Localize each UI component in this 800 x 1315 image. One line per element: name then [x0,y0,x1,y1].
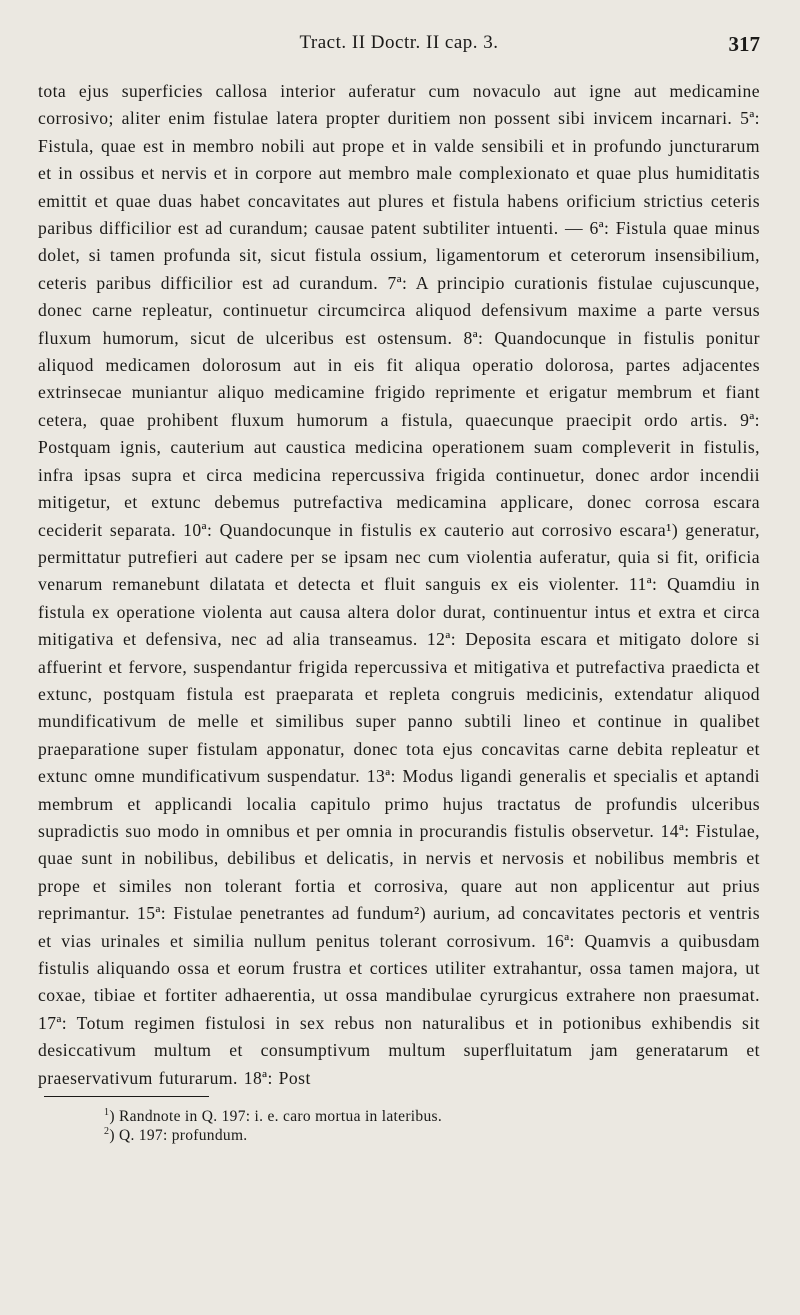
running-title: Tract. II Doctr. II cap. 3. [299,32,499,53]
main-paragraph: tota ejus superficies callosa interior auferatur cum novaculo aut igne aut medicamine corrosivo; aliter enim fistulae latera propter duritiem non possent sibi invicem incarnari. 5ª: Fistula, quae est in membro nobili aut prope et in valde sensibili et in profundo juncturarum et in ossibus et nervis et in corpore aut membro male complexionato et quae plus humiditatis emittit et quae duas habet concavitates aut plures et fistula habens orificium strictius ceteris paribus difficilior est ad curandum; causae patent subtiliter intuenti. — 6ª: Fistula quae minus dolet, si tamen profunda sit, sicut fistula ossium, ligamentorum et ceterorum insensibilium, ceteris paribus difficilior est ad curandum. 7ª: A principio curationis fistulae cujuscunque, donec carne repleatur, continuetur circumcirca aliquod defensivum maxime a parte versus fluxum humorum, sicut de ulceribus est ostensum. 8ª: Quandocunque in fistulis ponitur aliquod medicamen dolorosum aut in eis fit aliqua operatio dolorosa, partes adjacentes extrinsecae muniantur aliquo medicamine frigido reprimente et erigatur membrum et fiant cetera, quae prohibent fluxum humorum a fistula, quaecunque praecipit ordo artis. 9ª: Postquam ignis, cauterium aut caustica medicina operationem suam compleverit in fistulis, infra ipsas supra et circa medicina repercussiva frigida continuetur, donec ardor incendii mitigetur, et extunc debemus putrefactiva medicamina applicare, donec corrosa escara ceciderit separata. 10ª: Quandocunque in fistulis ex cauterio aut corrosivo escara¹) generatur, permittatur putrefieri aut cadere per se ipsam nec cum violentia auferatur, quia si fit, orificia venarum remanebunt dilatata et detecta et fluit sanguis ex eis violenter. 11ª: Quamdiu in fistula ex operatione violenta aut causa altera dolor durat, continuentur intus et extra et circa mitigativa et defensiva, nec ad alia transeamus. 12ª: Deposita escara et mitigato dolore si affuerint et fervore, suspendantur frigida repercussiva et mitigativa et putrefactiva praedicta et extunc, postquam fistula est praeparata et repleta congruis medicinis, extendatur aliquod mundificativum de melle et similibus super panno subtili lineo et continue in qualibet praeparatione super fistulam apponatur, donec tota ejus concavitas carne debita repleatur et extunc omne mundificativum suspendatur. 13ª: Modus ligandi generalis et specialis et aptandi membrum et applicandi localia capitulo primo hujus tractatus de profundis ulceribus supradictis suo modo in omnibus et per omnia in procurandis fistulis observetur. 14ª: Fistulae, quae sunt in nobilibus, debilibus et delicatis, in nervis et nervosis et nobilibus membris et prope et similes non tolerant fortia et corrosiva, quare aut non applicentur aut prius reprimantur. 15ª: Fistulae penetrantes ad fundum²) aurium, ad concavitates pectoris et ventris et vias urinales et similia nullum penitus tolerant corrosivum. 16ª: Quamvis a quibusdam fistulis aliquando ossa et eorum frustra et cortices utiliter extrahantur, ossa tamen majora, ut coxae, tibiae et fortiter adhaerentia, ut ossa mandibulae cyrurgicus extrahere non praesumat. 17ª: Totum regimen fistulosi in sex rebus non naturalibus et in potionibus exhibendis sit desiccativum multum et consumptivum multum superfluitatum jam generatarum et praeservativum futurarum. 18ª: Post [38,81,760,1088]
footnote-mark: 2 [104,1125,110,1137]
footnote-text: ) Q. 197: profundum. [109,1127,248,1145]
footnote-rule [44,1096,209,1097]
footnote-1 [104,1107,760,1126]
footnote-mark: 1 [104,1106,110,1118]
page-number: 317 [728,32,760,56]
footnote-2 [104,1126,760,1145]
main-text [38,78,760,1092]
footnotes [104,1107,760,1145]
page-header [38,28,760,68]
footnote-text: ) Randnote in Q. 197: i. e. caro mortua in lateribus. [109,1108,443,1126]
